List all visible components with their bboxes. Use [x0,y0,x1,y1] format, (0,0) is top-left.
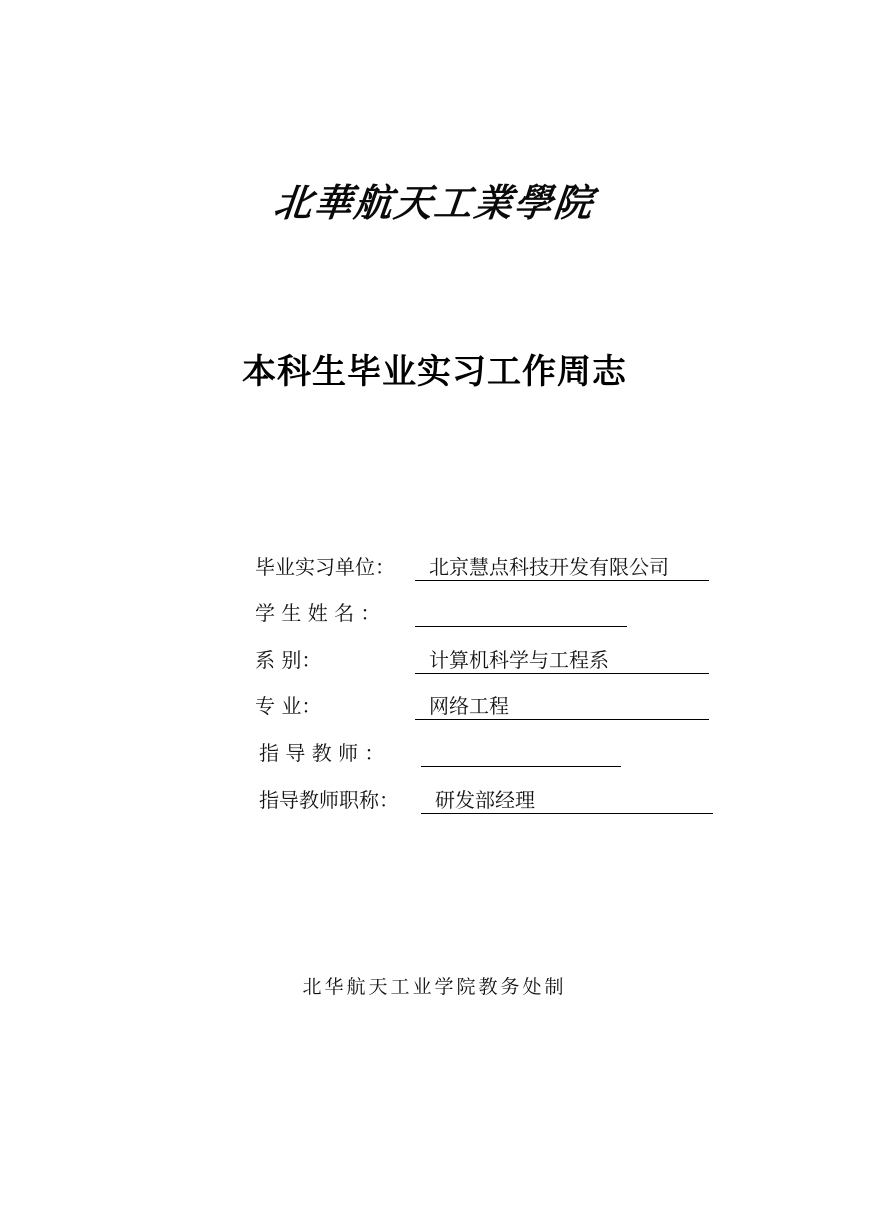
form-row-department [255,646,715,680]
unit-label: 毕业实习单位： [255,555,395,579]
major-label: 专 业： [255,694,322,718]
form-row-unit [255,553,715,587]
unit-field: 北京慧点科技开发有限公司 [415,553,709,581]
issuer-footer: 北华航天工业学院教务处制 [302,976,567,998]
major-field: 网络工程 [415,692,709,720]
department-field: 计算机科学与工程系 [415,646,709,674]
department-label: 系 别： [255,648,322,672]
document-title: 本科生毕业实习工作周志 [242,352,627,392]
advisor-field [421,739,621,767]
institution-logo-text: 北華航天工業學院 [271,180,597,225]
form-row-advisor-title [259,786,719,820]
form-row-student-name [255,599,715,633]
student-name-field [415,599,627,627]
form-row-advisor [259,739,719,773]
advisor-label: 指 导 教 师 ： [259,741,385,765]
form-row-major [255,692,715,726]
advisor-title-label: 指导教师职称： [259,788,399,812]
student-name-label: 学 生 姓 名 ： [255,601,381,625]
advisor-title-field: 研发部经理 [421,786,713,814]
